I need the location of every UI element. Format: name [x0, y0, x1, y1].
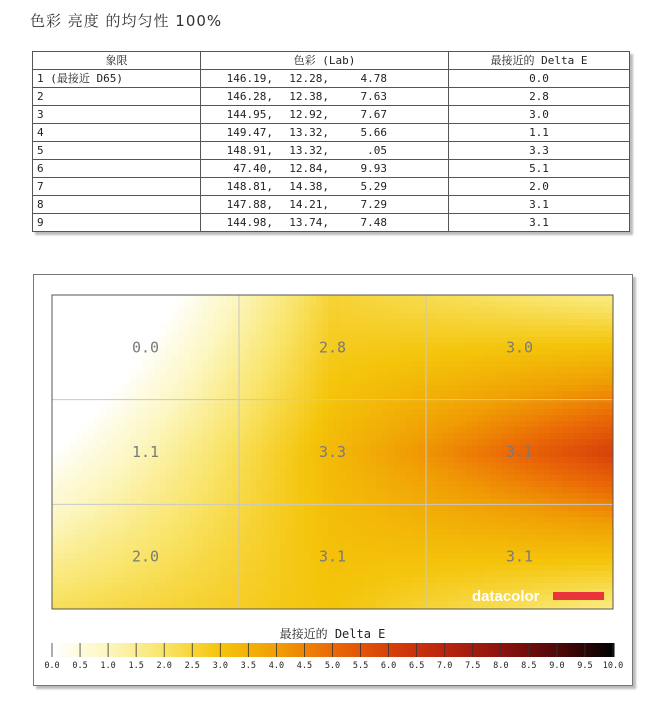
- lab-b-value: 7.63: [360, 90, 387, 103]
- cell-quadrant: 5: [33, 142, 201, 160]
- lab-a-value: 13.32,: [289, 126, 329, 139]
- colorbar-tick-label: 7.5: [465, 661, 481, 671]
- cell-value-label: 3.1: [318, 547, 347, 566]
- lab-b-value: 7.67: [360, 108, 387, 121]
- table-row: [33, 70, 630, 88]
- cell-value-label: 3.0: [505, 338, 534, 357]
- header-delta-e: 最接近的 Delta E: [449, 52, 630, 70]
- cell-lab: [201, 70, 449, 88]
- lab-l-value: 148.91,: [226, 144, 273, 157]
- cell-lab: [201, 160, 449, 178]
- cell-quadrant: 6: [33, 160, 201, 178]
- lab-l-value: 144.98,: [226, 216, 273, 229]
- table-row: [33, 88, 630, 106]
- cell-value-label: 0.0: [131, 338, 160, 357]
- lab-a-value: 13.32,: [289, 144, 329, 157]
- lab-b-value: 9.93: [360, 162, 387, 175]
- cell-lab: [201, 178, 449, 196]
- cell-value-label: 2.0: [131, 547, 160, 566]
- heatmap-chart: [33, 274, 633, 686]
- cell-delta-e: 3.3: [449, 142, 630, 160]
- lab-l-value: 47.40,: [233, 162, 273, 175]
- lab-b-value: 7.29: [360, 198, 387, 211]
- cell-lab: [201, 88, 449, 106]
- lab-a-value: 12.84,: [289, 162, 329, 175]
- lab-b-value: 5.66: [360, 126, 387, 139]
- cell-quadrant: 8: [33, 196, 201, 214]
- datacolor-logo: datacolor: [472, 588, 540, 605]
- logo-bar: [553, 592, 604, 600]
- lab-b-value: .05: [367, 144, 387, 157]
- lab-l-value: 146.19,: [226, 72, 273, 85]
- cell-quadrant: 9: [33, 214, 201, 232]
- cell-quadrant: 1 (最接近 D65): [33, 70, 201, 88]
- page-title: 色彩 亮度 的均匀性 100%: [30, 12, 223, 30]
- cell-value-label: 3.1: [505, 443, 534, 461]
- colorbar-tick-label: 3.5: [240, 661, 257, 671]
- cell-lab: [201, 142, 449, 160]
- lab-a-value: 14.21,: [289, 198, 329, 211]
- colorbar-tick-label: 4.5: [296, 661, 313, 671]
- cell-value-label: 1.1: [131, 443, 160, 461]
- cell-quadrant: 4: [33, 124, 201, 142]
- colorbar-tick-label: 3.0: [212, 661, 228, 671]
- lab-a-value: 12.28,: [289, 72, 329, 85]
- cell-delta-e: 2.8: [449, 88, 630, 106]
- table-row: [33, 196, 630, 214]
- colorbar-tick-label: 9.0: [549, 661, 565, 671]
- table-row: [33, 178, 630, 196]
- colorbar-tick-label: 9.5: [577, 661, 593, 671]
- lab-a-value: 14.38,: [289, 180, 329, 193]
- table-row: [33, 142, 630, 160]
- colorbar-tick-label: 0.5: [72, 661, 88, 671]
- heatmap-svg: [34, 275, 632, 685]
- measurement-table-wrap: [32, 51, 634, 232]
- cell-lab: [201, 214, 449, 232]
- lab-l-value: 146.28,: [226, 90, 273, 103]
- colorbar-tick-label: 5.0: [324, 661, 341, 671]
- colorbar-tick-label: 2.5: [184, 661, 200, 671]
- lab-l-value: 144.95,: [226, 108, 273, 121]
- cell-delta-e: 3.1: [449, 196, 630, 214]
- cell-delta-e: 0.0: [449, 70, 630, 88]
- colorbar-tick-label: 4.0: [268, 661, 285, 671]
- colorbar-tick-label: 1.5: [128, 661, 144, 671]
- cell-value-label: 3.1: [505, 547, 534, 566]
- cell-delta-e: 3.1: [449, 214, 630, 232]
- table-row: [33, 106, 630, 124]
- header-quadrant: 象限: [33, 52, 201, 70]
- table-row: [33, 160, 630, 178]
- cell-delta-e: 5.1: [449, 160, 630, 178]
- lab-l-value: 147.88,: [226, 198, 273, 211]
- lab-b-value: 5.29: [360, 180, 387, 193]
- lab-l-value: 148.81,: [226, 180, 273, 193]
- table-header-row: [33, 52, 630, 70]
- colorbar-tick-label: 2.0: [156, 661, 172, 671]
- colorbar-tick-label: 6.0: [380, 661, 397, 671]
- lab-b-value: 4.78: [360, 72, 387, 85]
- cell-delta-e: 3.0: [449, 106, 630, 124]
- colorbar-tick-label: 8.0: [493, 661, 509, 671]
- lab-l-value: 149.47,: [226, 126, 273, 139]
- colorbar-tick-label: 1.0: [100, 661, 116, 671]
- colorbar-tick-label: 7.0: [437, 661, 453, 671]
- cell-quadrant: 7: [33, 178, 201, 196]
- header-lab: 色彩 (Lab): [201, 52, 449, 70]
- cell-delta-e: 2.0: [449, 178, 630, 196]
- colorbar-tick-label: 6.5: [408, 661, 425, 671]
- colorbar-tick-label: 10.0: [602, 661, 624, 671]
- colorbar-tick-label: 0.0: [44, 661, 60, 671]
- cell-lab: [201, 196, 449, 214]
- lab-a-value: 12.92,: [289, 108, 329, 121]
- cell-lab: [201, 106, 449, 124]
- cell-value-label: 3.3: [318, 443, 347, 461]
- cell-quadrant: 3: [33, 106, 201, 124]
- cell-quadrant: 2: [33, 88, 201, 106]
- table-row: [33, 214, 630, 232]
- colorbar-tick-label: 5.5: [352, 661, 369, 671]
- cell-value-label: 2.8: [318, 338, 347, 357]
- measurement-table: [32, 51, 630, 232]
- lab-a-value: 12.38,: [289, 90, 329, 103]
- cell-lab: [201, 124, 449, 142]
- colorbar-tick-label: 8.5: [521, 661, 537, 671]
- lab-a-value: 13.74,: [289, 216, 329, 229]
- lab-b-value: 7.48: [360, 216, 387, 229]
- table-row: [33, 124, 630, 142]
- cell-delta-e: 1.1: [449, 124, 630, 142]
- colorbar-title: 最接近的 Delta E: [279, 627, 386, 641]
